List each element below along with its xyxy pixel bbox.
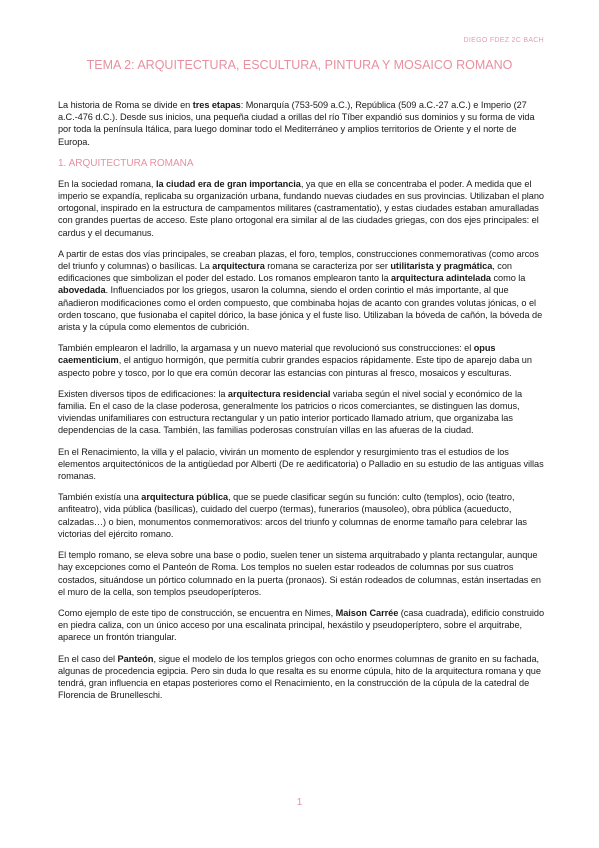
- emphasis-text: Panteón: [117, 653, 154, 664]
- body-paragraph: [58, 491, 545, 540]
- author-header: DIEGO FDEZ 2C BACH: [463, 37, 544, 44]
- section-heading: 1. ARQUITECTURA ROMANA: [58, 157, 194, 169]
- body-paragraph: [58, 446, 545, 483]
- paragraph-text: como la: [490, 273, 526, 284]
- body-paragraph: [58, 178, 545, 239]
- document-title: TEMA 2: ARQUITECTURA, ESCULTURA, PINTURA Y MOSAICO ROMANO: [86, 58, 513, 72]
- body-paragraph: [58, 342, 545, 379]
- paragraph-text: , con edificaciones que simbolizan el poder del estado. Los romanos emplearon tanto la: [58, 261, 512, 284]
- paragraph-text: En el Renacimiento, la villa y el palacio, vivirán un momento de esplendor y resurgimiento tras el estudios de los elementos arquitectónicos de la antigüedad por Alberti (De re aedificatoria) o Palladio en su estudio de las antiguas villas romanas.: [58, 446, 544, 482]
- emphasis-text: tres etapas: [192, 100, 241, 110]
- intro-paragraph: [58, 99, 545, 148]
- emphasis-text: opus caementicium: [58, 343, 496, 366]
- paragraph-text: . Influenciados por los griegos, usaron la columna, siendo el orden corintio el más importante, al que añadieron modificaciones como el orden compuesto, que combinaba hojas de acanto con grandes volutas jónicas, o el orden toscano, que fusionaba el capitel dórico, la base jónica y el fuste liso. Utilizaban la bóveda de cañón, la bóveda de arista y la cúpula como elementos de cubrición.: [58, 285, 543, 333]
- paragraph-text: , sigue el modelo de los templos griegos con ocho enormes columnas de granito en su fachada, algunas de procedencia egipcia. Pero sin duda lo que resalta es su enorme cúpula, hito de la arquitectura romana y que tendrá, gran influencia en etapas posteriores como el Renacimiento, en la construcción de la cúpula de la catedral de Florencia de Brunelleschi.: [58, 653, 541, 701]
- emphasis-text: arquitectura: [212, 261, 265, 272]
- paragraph-text: : Monarquía (753-509 a.C.), República (509 a.C.-27 a.C.) e Imperio (27 a.C.-476 d.C.). Desde sus inicios, una pequeña ciudad a orillas del río Tíber expandió sus dominios y su forma de vida por toda la península Itálica, para luego dominar todo el Mediterráneo y amplios territorios de Oriente y el norte de Europa.: [58, 100, 535, 147]
- paragraph-text: romana se caracteriza por ser: [264, 261, 391, 272]
- emphasis-text: arquitectura adintelada: [391, 273, 491, 284]
- body-paragraph: [58, 653, 545, 702]
- paragraph-text: Como ejemplo de este tipo de construcción, se encuentra en Nimes,: [58, 607, 336, 618]
- paragraph-text: También emplearon el ladrillo, la argamasa y un nuevo material que revolucionó sus construcciones: el: [58, 343, 474, 354]
- paragraph-text: En la sociedad romana,: [58, 178, 156, 189]
- paragraph-text: (casa cuadrada), edificio construido en piedra caliza, con un único acceso por una escalinata principal, hexástilo y pseudoperíptero, sobre el arquitrabe, aparece un frontón triangular.: [58, 607, 545, 643]
- paragraph-text: El templo romano, se eleva sobre una base o podio, suelen tener un sistema arquitrabado y planta rectangular, aunque hay excepciones como el Panteón de Roma. Los templos no suelen estar rodeados de columnas por sus cuatros costados, situándose un pórtico columnado en la puerta (pronaos). Si están rodeados de columnas, están insertadas en el muro de la cella, son templos pseudoperípteros.: [58, 550, 541, 597]
- document-body: [58, 99, 545, 710]
- paragraph-text: A partir de estas dos vías principales, se creaban plazas, el foro, templos, construcciones conmemorativas (como arcos del triunfo y columnas) o basílicas. La: [58, 248, 539, 272]
- paragraph-text: , ya que en ella se concentraba el poder. A medida que el imperio se expandía, replicaba su organización urbana, fundando nuevas ciudades en sus provincias. Utilizaban el plano ortogonal, inspirado en la estructura de campamentos militares (castramentatio), y estas ciudades estaban amuralladas con grandes puertas de acceso. Este plano ortogonal era similar al de las ciudades griegas, con dos ejes principales: el cardus y el decumanus.: [58, 178, 544, 238]
- body-paragraph: [58, 248, 545, 333]
- body-paragraph: [58, 607, 545, 644]
- emphasis-text: la ciudad era de gran importancia: [155, 178, 301, 189]
- paragraph-text: , el antiguo hormigón, que permitía cubrir grandes espacios rápidamente. Este tipo de aparejo daba un aspecto pobre y tosco, por lo que era común decorar las estancias con pinturas al fresco, mosaicos y esculturas.: [58, 355, 532, 378]
- page-number: 1: [296, 797, 303, 808]
- paragraph-text: También existía una: [58, 492, 142, 503]
- emphasis-text: utilitarista y pragmática: [390, 261, 493, 272]
- body-paragraph: [58, 388, 545, 437]
- paragraph-text: Existen diversos tipos de edificaciones: la: [58, 388, 228, 399]
- paragraph-text: variaba según el nivel social y económico de la familia. En el caso de la clase poderosa, generalmente los patricios o ricos comerciantes, se distinguen las domus, viviendas unifamiliares con estructura rectangular y un patio interior porticado llamado atrium, que organizaba las dependencias de la casa. También, las familias poderosas construían villas en las afueras de la ciudad.: [58, 388, 523, 436]
- emphasis-text: Maison Carrée: [335, 607, 399, 618]
- emphasis-text: arquitectura pública: [141, 492, 229, 503]
- paragraph-text: La historia de Roma se divide en: [58, 100, 193, 110]
- paragraph-text: En el caso del: [58, 653, 118, 664]
- paragraph-text: , que se puede clasificar según su función: culto (templos), ocio (teatro, anfiteatro), vida pública (basílicas), cuidado del cuerpo (termas), funerarios (mausoleo), obra pública (acueducto, calzadas…) o bien, monumentos conmemorativos: arcos del triunfo y columnas de enorme tamaño para celebrar las victorias del ejército romano.: [58, 492, 527, 539]
- body-paragraph: [58, 549, 545, 598]
- emphasis-text: arquitectura residencial: [227, 388, 331, 399]
- emphasis-text: abovedada: [58, 285, 106, 296]
